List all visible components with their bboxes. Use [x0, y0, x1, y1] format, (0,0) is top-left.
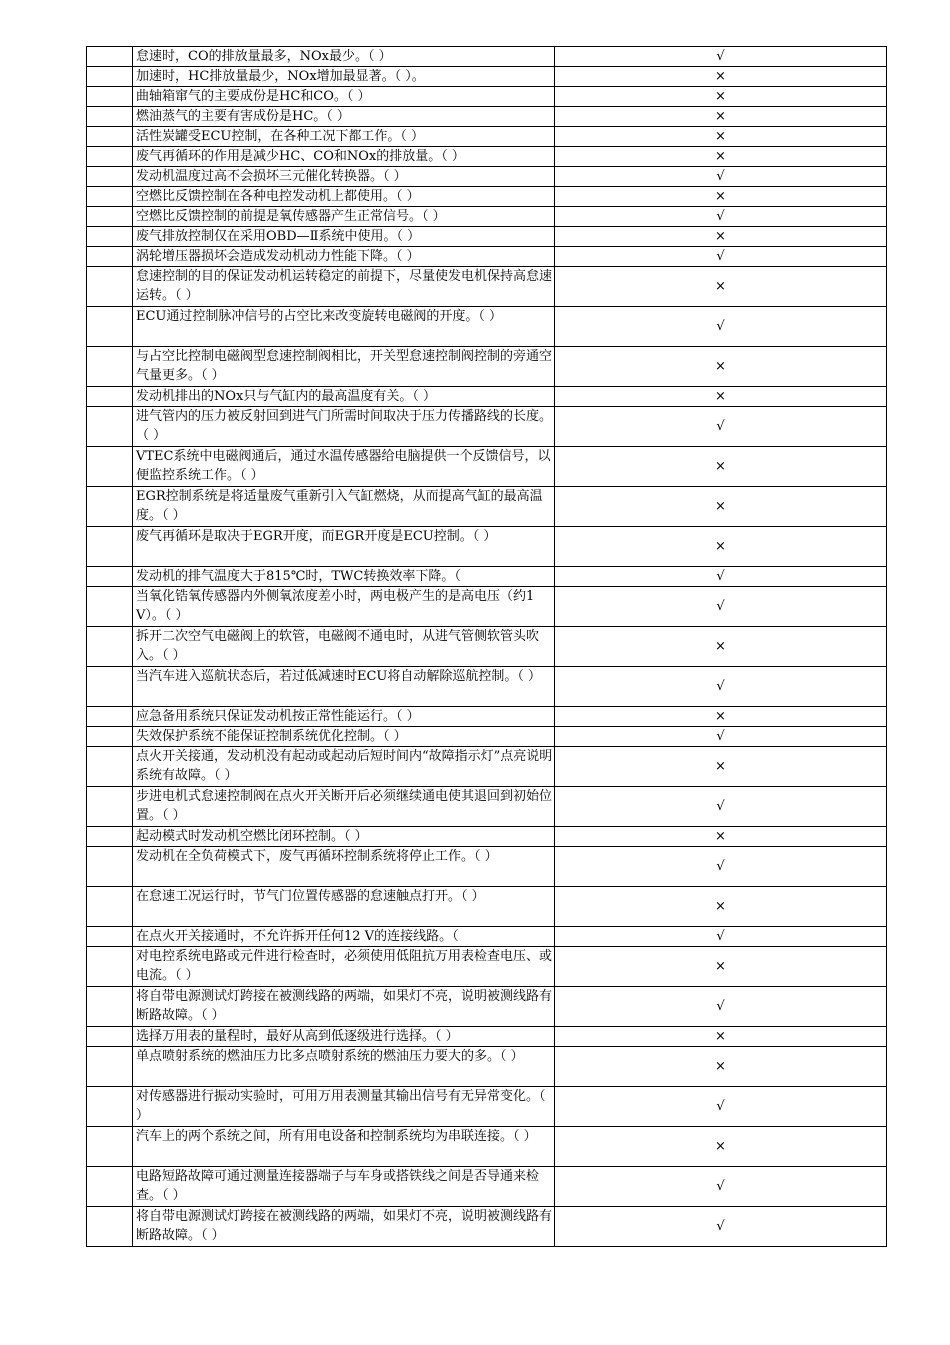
question-cell: 当汽车进入巡航状态后，若过低减速时ECU将自动解除巡航控制。（ ） — [133, 667, 555, 707]
answer-cell: √ — [555, 247, 887, 267]
question-cell: 在点火开关接通时，不允许拆开任何12 V的连接线路。（ — [133, 927, 555, 947]
row-number-cell — [87, 487, 133, 527]
question-cell: 活性炭罐受ECU控制，在各种工况下都工作。（ ） — [133, 127, 555, 147]
row-number-cell — [87, 47, 133, 67]
row-number-cell — [87, 827, 133, 847]
question-cell: 对电控系统电路或元件进行检查时，必须使用低阻抗万用表检查电压、或电流。（ ） — [133, 947, 555, 987]
table-row — [87, 847, 887, 887]
answer-cell: × — [555, 707, 887, 727]
answer-cell: √ — [555, 567, 887, 587]
row-number-cell — [87, 587, 133, 627]
answer-cell: × — [555, 67, 887, 87]
answer-table-body — [87, 47, 887, 1247]
row-number-cell — [87, 887, 133, 927]
table-row — [87, 87, 887, 107]
question-cell: 燃油蒸气的主要有害成份是HC。（ ） — [133, 107, 555, 127]
row-number-cell — [87, 127, 133, 147]
row-number-cell — [87, 107, 133, 127]
answer-cell: × — [555, 87, 887, 107]
answer-cell: × — [555, 947, 887, 987]
answer-cell: × — [555, 127, 887, 147]
table-row — [87, 227, 887, 247]
question-cell: 电路短路故障可通过测量连接器端子与车身或搭铁线之间是否导通来检查。（ ） — [133, 1167, 555, 1207]
answer-cell: × — [555, 187, 887, 207]
table-row — [87, 247, 887, 267]
row-number-cell — [87, 847, 133, 887]
question-cell: 空燃比反馈控制的前提是氧传感器产生正常信号。（ ） — [133, 207, 555, 227]
question-cell: 发动机的排气温度大于815℃时，TWC转换效率下降。（ — [133, 567, 555, 587]
answer-cell: × — [555, 747, 887, 787]
table-row — [87, 747, 887, 787]
question-cell: 进气管内的压力被反射回到进气门所需时间取决于压力传播路线的长度。（ ） — [133, 407, 555, 447]
table-row — [87, 527, 887, 567]
question-cell: ECU通过控制脉冲信号的占空比来改变旋转电磁阀的开度。（ ） — [133, 307, 555, 347]
table-row — [87, 107, 887, 127]
table-row — [87, 707, 887, 727]
answer-cell: √ — [555, 847, 887, 887]
question-cell: 起动模式时发动机空燃比闭环控制。（ ） — [133, 827, 555, 847]
answer-cell: × — [555, 447, 887, 487]
row-number-cell — [87, 307, 133, 347]
question-cell: 在怠速工况运行时，节气门位置传感器的怠速触点打开。（ ） — [133, 887, 555, 927]
question-cell: 发动机在全负荷模式下，废气再循环控制系统将停止工作。（ ） — [133, 847, 555, 887]
table-row — [87, 1127, 887, 1167]
question-cell: 步进电机式怠速控制阀在点火开关断开后必须继续通电使其退回到初始位置。（ ） — [133, 787, 555, 827]
table-row — [87, 667, 887, 707]
table-row — [87, 1047, 887, 1087]
row-number-cell — [87, 187, 133, 207]
answer-cell: √ — [555, 587, 887, 627]
table-row — [87, 187, 887, 207]
table-row — [87, 67, 887, 87]
answer-cell: √ — [555, 307, 887, 347]
answer-cell: × — [555, 487, 887, 527]
table-row — [87, 727, 887, 747]
row-number-cell — [87, 1207, 133, 1247]
answer-cell: × — [555, 1047, 887, 1087]
question-cell: VTEC系统中电磁阀通后，通过水温传感器给电脑提供一个反馈信号，以便监控系统工作。（ ） — [133, 447, 555, 487]
table-row — [87, 567, 887, 587]
table-row — [87, 587, 887, 627]
row-number-cell — [87, 947, 133, 987]
table-row — [87, 987, 887, 1027]
question-cell: 汽车上的两个系统之间，所有用电设备和控制系统均为串联连接。（ ） — [133, 1127, 555, 1167]
question-cell: 发动机排出的NOx只与气缸内的最高温度有关。（ ） — [133, 387, 555, 407]
question-cell: 与占空比控制电磁阀型怠速控制阀相比，开关型怠速控制阀控制的旁通空气量更多。（ ） — [133, 347, 555, 387]
answer-cell: × — [555, 227, 887, 247]
table-row — [87, 147, 887, 167]
table-row — [87, 207, 887, 227]
question-cell: 空燃比反馈控制在各种电控发动机上都使用。（ ） — [133, 187, 555, 207]
row-number-cell — [87, 447, 133, 487]
question-cell: 拆开二次空气电磁阀上的软管，电磁阀不通电时，从进气管侧软管头吹入。（ ） — [133, 627, 555, 667]
table-row — [87, 447, 887, 487]
row-number-cell — [87, 727, 133, 747]
question-cell: 怠速控制的目的保证发动机运转稳定的前提下，尽量使发电机保持高怠速运转。（ ） — [133, 267, 555, 307]
answer-cell: × — [555, 887, 887, 927]
question-cell: 将自带电源测试灯跨接在被测线路的两端，如果灯不亮，说明被测线路有断路故障。（ ） — [133, 987, 555, 1027]
table-row — [87, 347, 887, 387]
question-cell: 将自带电源测试灯跨接在被测线路的两端，如果灯不亮，说明被测线路有断路故障。（ ） — [133, 1207, 555, 1247]
answer-cell: × — [555, 627, 887, 667]
row-number-cell — [87, 67, 133, 87]
table-row — [87, 487, 887, 527]
row-number-cell — [87, 387, 133, 407]
answer-cell: √ — [555, 1167, 887, 1207]
table-row — [87, 167, 887, 187]
row-number-cell — [87, 227, 133, 247]
answer-cell: √ — [555, 1207, 887, 1247]
answer-cell: × — [555, 1027, 887, 1047]
question-cell: 怠速时，CO的排放量最多，NOx最少。（ ） — [133, 47, 555, 67]
table-row — [87, 1027, 887, 1047]
row-number-cell — [87, 1087, 133, 1127]
table-row — [87, 387, 887, 407]
question-cell: 选择万用表的量程时，最好从高到低逐级进行选择。（ ） — [133, 1027, 555, 1047]
answer-cell: × — [555, 1127, 887, 1167]
row-number-cell — [87, 347, 133, 387]
answer-cell: × — [555, 387, 887, 407]
row-number-cell — [87, 927, 133, 947]
answer-cell: √ — [555, 167, 887, 187]
table-row — [87, 827, 887, 847]
row-number-cell — [87, 247, 133, 267]
table-row — [87, 927, 887, 947]
answer-cell: √ — [555, 207, 887, 227]
row-number-cell — [87, 1127, 133, 1167]
question-cell: 废气再循环的作用是减少HC、CO和NOx的排放量。（ ） — [133, 147, 555, 167]
row-number-cell — [87, 167, 133, 187]
answer-cell: × — [555, 347, 887, 387]
table-row — [87, 627, 887, 667]
question-cell: EGR控制系统是将适量废气重新引入气缸燃烧，从而提高气缸的最高温度。（ ） — [133, 487, 555, 527]
question-cell: 当氧化锆氧传感器内外侧氧浓度差小时，两电极产生的是高电压（约1V）。（ ） — [133, 587, 555, 627]
answer-cell: √ — [555, 727, 887, 747]
table-row — [87, 267, 887, 307]
table-row — [87, 407, 887, 447]
question-cell: 加速时，HC排放量最少，NOx增加最显著。（ ）。 — [133, 67, 555, 87]
row-number-cell — [87, 667, 133, 707]
table-row — [87, 1167, 887, 1207]
table-row — [87, 127, 887, 147]
row-number-cell — [87, 1027, 133, 1047]
answer-cell: √ — [555, 987, 887, 1027]
row-number-cell — [87, 267, 133, 307]
answer-cell: × — [555, 147, 887, 167]
table-row — [87, 1207, 887, 1247]
row-number-cell — [87, 87, 133, 107]
question-cell: 发动机温度过高不会损坏三元催化转换器。（ ） — [133, 167, 555, 187]
question-cell: 应急备用系统只保证发动机按正常性能运行。（ ） — [133, 707, 555, 727]
question-cell: 废气再循环是取决于EGR开度，而EGR开度是ECU控制。（ ） — [133, 527, 555, 567]
answer-cell: × — [555, 267, 887, 307]
answer-cell: √ — [555, 787, 887, 827]
row-number-cell — [87, 747, 133, 787]
question-cell: 涡轮增压器损坏会造成发动机动力性能下降。（ ） — [133, 247, 555, 267]
answer-cell: √ — [555, 667, 887, 707]
question-cell: 单点喷射系统的燃油压力比多点喷射系统的燃油压力要大的多。（ ） — [133, 1047, 555, 1087]
row-number-cell — [87, 567, 133, 587]
row-number-cell — [87, 787, 133, 827]
answer-cell: √ — [555, 1087, 887, 1127]
table-row — [87, 307, 887, 347]
row-number-cell — [87, 407, 133, 447]
question-cell: 点火开关接通，发动机没有起动或起动后短时间内“故障指示灯”点亮说明系统有故障。（ ） — [133, 747, 555, 787]
row-number-cell — [87, 1167, 133, 1207]
row-number-cell — [87, 707, 133, 727]
question-cell: 废气排放控制仅在采用OBD—Ⅱ系统中使用。（ ） — [133, 227, 555, 247]
answer-cell: × — [555, 827, 887, 847]
row-number-cell — [87, 527, 133, 567]
answer-cell: × — [555, 107, 887, 127]
row-number-cell — [87, 147, 133, 167]
question-cell: 对传感器进行振动实验时，可用万用表测量其输出信号有无异常变化。（ ） — [133, 1087, 555, 1127]
answer-table — [86, 46, 887, 1247]
question-cell: 失效保护系统不能保证控制系统优化控制。（ ） — [133, 727, 555, 747]
table-row — [87, 947, 887, 987]
answer-cell: × — [555, 527, 887, 567]
table-row — [87, 787, 887, 827]
question-cell: 曲轴箱窜气的主要成份是HC和CO。（ ） — [133, 87, 555, 107]
row-number-cell — [87, 627, 133, 667]
answer-cell: √ — [555, 927, 887, 947]
row-number-cell — [87, 1047, 133, 1087]
answer-cell: √ — [555, 407, 887, 447]
table-row — [87, 1087, 887, 1127]
table-row — [87, 887, 887, 927]
row-number-cell — [87, 207, 133, 227]
row-number-cell — [87, 987, 133, 1027]
table-row — [87, 47, 887, 67]
answer-cell: √ — [555, 47, 887, 67]
